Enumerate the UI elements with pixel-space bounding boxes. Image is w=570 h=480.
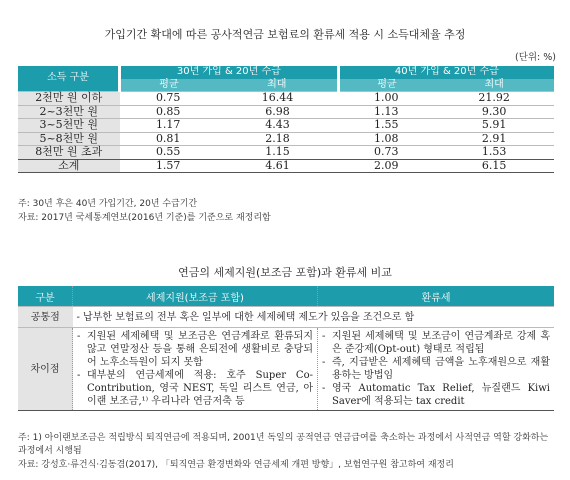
cell-value: 1.17: [155, 118, 181, 131]
list-item: - 대부분의 연금세제에 적용: 호주 Super Co-Contribution, 영국 NEST, 독일 리스트 연금, 아이랜 보조금,¹⁾ 우리나라 연금저축 등: [77, 369, 313, 408]
cell-value: 1.00: [374, 91, 399, 104]
cell-value: 6.15: [481, 158, 507, 172]
row-label: 8천만 원 초과: [18, 146, 120, 160]
list-item: - 지원된 세제혜택 및 보조금이 연금계좌로 강제 혹은 준강제(Opt-out) 형태로 적립됨: [322, 330, 550, 356]
tax-support-header: 세제지원(보조금 포함): [73, 286, 318, 307]
cell-value: 1.57: [155, 158, 181, 172]
comparison-table: [18, 286, 554, 411]
common-text: - 납부한 보험료의 전부 혹은 일부에 대한 세제혜택 제도가 있음을 조건으로 함: [73, 307, 555, 328]
cell-value: 6.98: [265, 104, 290, 118]
row-label: 5~8천만 원: [18, 132, 120, 146]
row-label: 차이점: [18, 328, 73, 411]
table-row: [18, 119, 554, 133]
cell-value: 1.55: [374, 118, 399, 131]
table-row: [18, 146, 554, 160]
sub-header: 평균: [120, 79, 217, 92]
table1-note: 주: 30년 후은 40년 가입기간, 20년 수급기간: [18, 199, 198, 209]
table1-title: 가입기간 확대에 따른 공사적연금 보험료의 환류세 적용 시 소득대체율 추정: [104, 28, 466, 41]
table-row: [18, 132, 554, 146]
cell-value: 21.92: [478, 91, 510, 104]
cell-value: 4.43: [265, 118, 290, 131]
cell-value: 4.61: [265, 158, 290, 172]
table2-title: 연금의 세제지원(보조금 포함)과 환류세 비교: [178, 266, 392, 279]
sub-header: 평균: [338, 79, 434, 92]
unit-label: (단위: %): [514, 52, 556, 63]
difference-row: [18, 328, 554, 411]
list-item: - 영국 Automatic Tax Relief, 뉴질랜드 Kiwi Saver에 적용되는 tax credit: [322, 382, 550, 408]
cell-value: 0.55: [155, 145, 181, 158]
row-label: 3~5천만 원: [18, 119, 120, 133]
category-header: 구분: [18, 286, 73, 307]
cell-value: 2.91: [481, 131, 507, 145]
cell-value: 9.30: [481, 104, 507, 118]
tax-support-cell: [73, 328, 318, 411]
total-row: [18, 159, 554, 173]
cell-value: 5.91: [481, 118, 507, 131]
table-row: [18, 92, 554, 106]
cell-value: 2.09: [374, 158, 399, 172]
cell-value: 0.81: [155, 131, 181, 145]
cell-value: 1.13: [374, 104, 399, 118]
cell-value: 0.85: [155, 104, 181, 118]
common-row: [18, 307, 554, 328]
cell-value: 2.18: [265, 131, 290, 145]
table2-note: 주: 1) 아이랜보조금은 적립방식 퇴직연금에 적용되며, 2001년 독일의 공적연금 연금급여를 축소하는 과정에서 사적연금 역할 강화하는 과정에서 시행됨: [18, 433, 549, 456]
cell-value: 0.75: [155, 91, 181, 104]
cell-value: 1.08: [374, 131, 399, 145]
cell-value: 16.44: [261, 91, 294, 104]
income-col-header: 소득 구분: [18, 66, 120, 92]
cell-value: 1.15: [265, 145, 290, 158]
list-item: - 즉, 지급받은 세제혜택 금액을 노후재원으로 재활용하는 방법임: [322, 356, 550, 382]
row-label: 공통점: [18, 307, 73, 328]
table2-source: 자료: 강성호·류건식·김동겸(2017), 「퇴직연금 환경변화와 연금세제 개편 방향」, 보험연구원 참고하여 재정리: [18, 460, 454, 470]
recycle-tax-cell: [318, 328, 555, 411]
cell-value: 0.73: [374, 145, 399, 158]
sub-header: 최대: [217, 79, 338, 92]
table-row: [18, 105, 554, 119]
row-label: 2천만 원 이하: [18, 92, 120, 106]
row-label: 소계: [18, 159, 120, 173]
recycle-tax-header: 환류세: [318, 286, 555, 307]
sub-header: 최대: [434, 79, 554, 92]
replacement-rate-table: [18, 66, 554, 173]
list-item: - 지원된 세제혜택 및 보조금은 연금계좌로 환류되지 않고 연말정산 등을 통해 은퇴전에 생활비로 충당되어 노후소득원이 되지 못함: [77, 330, 313, 369]
row-label: 2~3천만 원: [18, 105, 120, 119]
table1-source: 자료: 2017년 국세통계연보(2016년 기준)를 기준으로 재정리함: [18, 213, 271, 223]
group-header-30y: 30년 가입 & 20년 수급: [120, 66, 339, 79]
group-header-40y: 40년 가입 & 20년 수급: [338, 66, 554, 79]
cell-value: 1.53: [481, 145, 507, 158]
